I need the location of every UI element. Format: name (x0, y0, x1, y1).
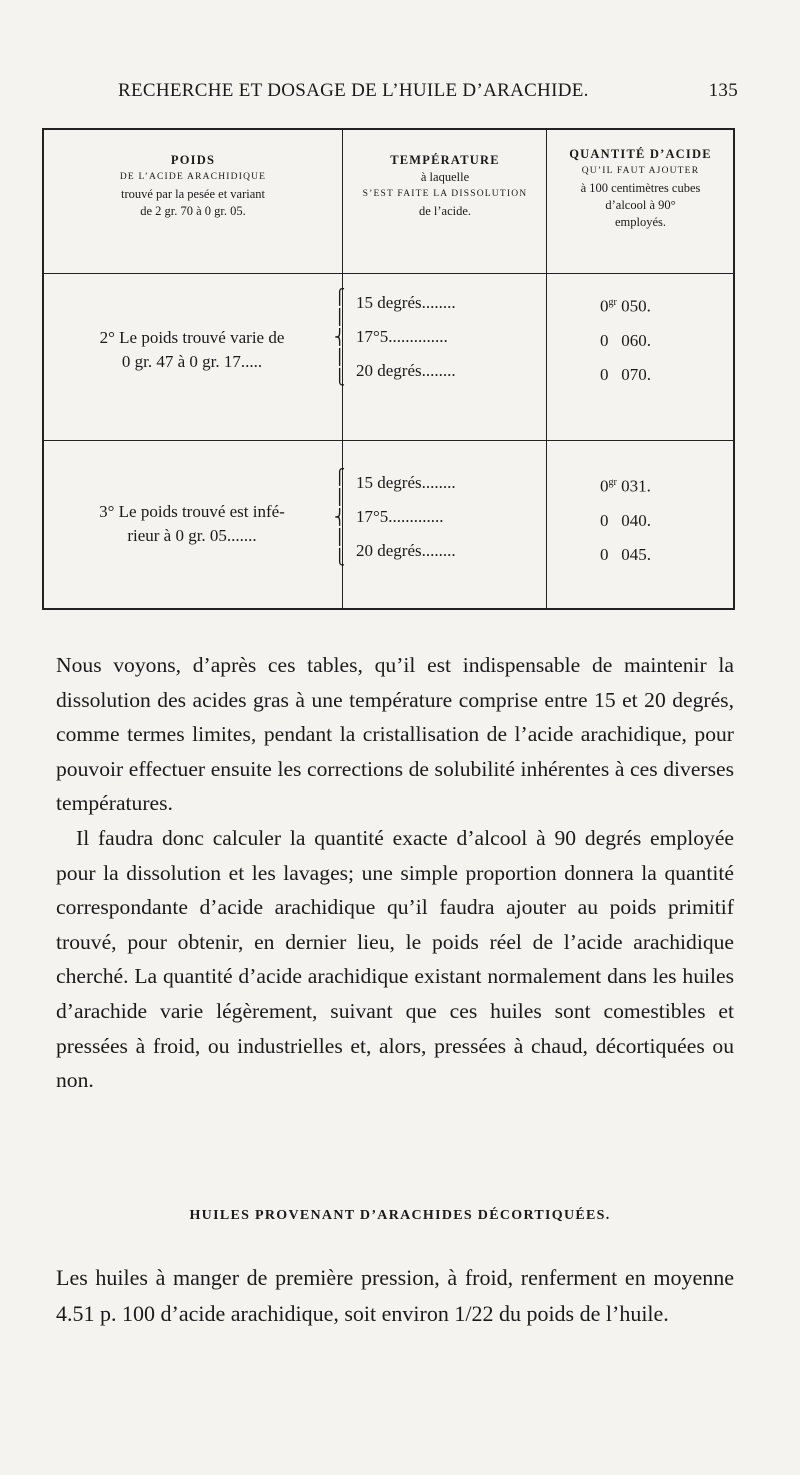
header-line: QUANTITÉ D’ACIDE (569, 147, 712, 161)
table-cell-temperature: 15 degrés........ (356, 293, 456, 312)
table-quantity-list (600, 286, 651, 392)
header-line: à 100 centimètres cubes (580, 181, 701, 195)
table-column-divider (546, 130, 547, 608)
table-cell-temperature: 20 degrés........ (356, 361, 456, 380)
page-number: 135 (708, 80, 738, 101)
header-line: d’alcool à 90° (605, 198, 676, 212)
table-group-label (44, 326, 340, 374)
qty-prefix: 0 (600, 364, 609, 384)
table-cell-temperature: 20 degrés........ (356, 541, 456, 560)
qty-unit: gr (608, 477, 617, 488)
table-cell-temperature: 17°5.............. (356, 327, 448, 346)
qty-prefix: 0 (600, 510, 609, 530)
table-temperature-list (356, 466, 456, 568)
qty-prefix: 0 (600, 476, 609, 496)
header-line: DE L’ACIDE ARACHIDIQUE (119, 172, 267, 182)
qty-value: 070. (621, 364, 651, 384)
qty-prefix: 0 (600, 330, 609, 350)
table-header-quantity (548, 130, 733, 291)
qty-prefix: 0 (600, 296, 609, 316)
table-cell-quantity (600, 504, 651, 538)
qty-value: 040. (621, 510, 651, 530)
table-group-label (44, 500, 340, 548)
table-header-temperature (344, 130, 546, 297)
qty-value: 031. (621, 476, 651, 496)
group-label-line: 2° Le poids trouvé varie de (99, 328, 285, 347)
group-label-line: 3° Le poids trouvé est infé- (99, 502, 285, 521)
header-line: TEMPÉRATURE (390, 153, 500, 167)
table-cell-quantity (600, 538, 651, 572)
table-cell-quantity (600, 358, 651, 392)
table-temperature-list (356, 286, 456, 388)
table-cell-temperature: 15 degrés........ (356, 473, 456, 492)
brace-icon: ⎧ ⎪ ⎨ ⎪ ⎩ (334, 470, 346, 566)
header-line: de l’acide. (418, 204, 472, 218)
header-line: de 2 gr. 70 à 0 gr. 05. (140, 204, 246, 218)
header-line: S’EST FAITE LA DISSOLUTION (362, 189, 528, 199)
table-cell-quantity (600, 286, 651, 324)
qty-value: 060. (621, 330, 651, 350)
section-title: HUILES PROVENANT D’ARACHIDES DÉCORTIQUÉES. (189, 1208, 611, 1223)
qty-value: 045. (621, 544, 651, 564)
header-line: QU’IL FAUT AJOUTER (581, 166, 700, 176)
table-cell-quantity (600, 324, 651, 358)
running-head-title: RECHERCHE ET DOSAGE DE L’HUILE D’ARACHIDE. (118, 80, 589, 101)
qty-prefix: 0 (600, 544, 609, 564)
header-line: POIDS (170, 153, 216, 167)
solubility-table (42, 128, 735, 610)
header-line: trouvé par la pesée et variant (120, 187, 266, 201)
table-group-rule (44, 440, 733, 441)
qty-value: 050. (621, 296, 651, 316)
paragraph: Il faudra donc calculer la quantité exacte d’alcool à 90 degrés employée pour la dissolution et les lavages; une simple proportion donnera la quantité correspondante d’acide arachidique qu’il faudra ajouter au poids primitif trouvé, pour obtenir, en dernier lieu, le poids réel de l’acide arachidique cherché. La quantité d’acide arachidique existant normalement dans les huiles d’arachide varie légèrement, suivant que ces huiles sont comestibles et pressées à froid, ou industrielles et, alors, pressées à chaud, décortiquées ou non. (56, 825, 734, 1093)
group-label-line: 0 gr. 47 à 0 gr. 17..... (121, 352, 263, 371)
paragraph: Nous voyons, d’après ces tables, qu’il est indispensable de maintenir la dissolution des acides gras à une température comprise entre 15 et 20 degrés, comme termes limites, pendant la cristallisation de l’acide arachidique, pour pouvoir effectuer ensuite les corrections de solubilité inhérentes à ces diverses températures. (56, 653, 734, 816)
body-text (56, 648, 734, 1098)
section-paragraph: Les huiles à manger de première pression, à froid, renferment en moyenne 4.51 p. 100 d’acide arachidique, soit environ 1/22 du poids de l’huile. (56, 1265, 734, 1326)
brace-icon: ⎧ ⎪ ⎨ ⎪ ⎩ (334, 290, 346, 386)
header-line: employés. (614, 215, 667, 229)
table-quantity-list (600, 466, 651, 572)
table-cell-temperature: 17°5............. (356, 507, 444, 526)
table-header-weight (44, 130, 342, 297)
header-line: à laquelle (420, 170, 470, 184)
table-cell-quantity (600, 466, 651, 504)
group-label-line: rieur à 0 gr. 05....... (127, 526, 257, 545)
qty-unit: gr (608, 297, 617, 308)
